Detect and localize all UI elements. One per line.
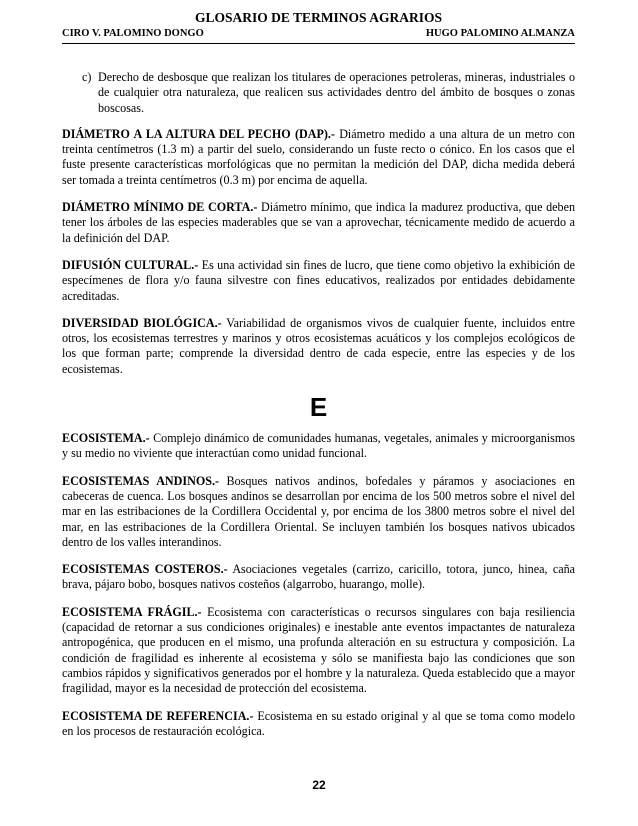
- glossary-entry: [62, 474, 575, 550]
- glossary-term: DIÁMETRO A LA ALTURA DEL PECHO (DAP).-: [62, 126, 335, 141]
- glossary-term: ECOSISTEMAS ANDINOS.-: [62, 473, 220, 488]
- document-title: GLOSARIO DE TERMINOS AGRARIOS: [195, 10, 442, 25]
- section-letter-heading: E: [309, 392, 328, 423]
- page-number: 22: [312, 778, 326, 792]
- author-left: CIRO V. PALOMINO DONGO: [62, 28, 204, 39]
- glossary-entry: [62, 562, 575, 593]
- glossary-term: DIÁMETRO MÍNIMO DE CORTA.-: [62, 200, 258, 215]
- glossary-term: ECOSISTEMA.-: [62, 431, 150, 446]
- glossary-entry: [62, 709, 575, 740]
- glossary-entry: [62, 258, 575, 304]
- glossary-definition: Diámetro mínimo, que indica la madurez productiva, que deben tener los árboles de las especies maderables que se van a aprovechar, técnicamente medido de acuerdo a la definición del DAP.: [62, 200, 575, 245]
- glossary-entry: [62, 200, 575, 246]
- glossary-term: DIFUSIÓN CULTURAL.-: [62, 257, 199, 272]
- list-item-label: c): [82, 70, 92, 84]
- glossary-definition: Diámetro medido a una altura de un metro con treinta centímetros (1.3 m) a partir del suelo, considerando un fuste recto o cónico. En los casos que el fuste presente características morfológicas que no permitan la medición del DAP, dicha medida deberá ser tomada a treinta centímetros (0.3 m) por encima de aquella.: [62, 126, 575, 187]
- glossary-term: DIVERSIDAD BIOLÓGICA.-: [62, 315, 222, 330]
- glossary-term: ECOSISTEMA FRÁGIL.-: [62, 604, 202, 619]
- glossary-entry: [62, 127, 575, 188]
- glossary-entry: [62, 316, 575, 377]
- glossary-term: ECOSISTEMAS COSTEROS.-: [62, 562, 228, 577]
- glossary-definition: Ecosistema con características o recursos singulares con baja resiliencia (capacidad de retornar a sus condiciones originales) e inestable ante eventos impactantes de naturaleza antropogénica, que producen en el mismo, una profunda alteración en su estructura y composición. La condición de fragilidad es inherente al ecosistema y sólo se manifiesta bajo las condiciones que son cambios rápidos y significativos generados por el hombre y la naturaleza. Queda establecido que a mayor fragilidad, mayor es la necesidad de protección del ecosistema.: [62, 604, 575, 696]
- list-item-text: Derecho de desbosque que realizan los titulares de operaciones petroleras, mineras, industriales o de cualquier otra naturaleza, que realicen sus actividades dentro del ámbito de bosques o zonas boscosas.: [98, 70, 575, 115]
- glossary-definition: Asociaciones vegetales (carrizo, caricillo, totora, junco, hinea, caña brava, pájaro bobo, bosques nativos costeños (algarrobo, huarango, molle).: [62, 562, 575, 592]
- glossary-definition: Variabilidad de organismos vivos de cualquier fuente, incluidos entre otros, los ecosistemas terrestres y marinos y otros ecosistemas acuáticos y los complejos ecológicos de los que forman parte; comprende la diversidad dentro de cada especie, entre las especies y de los ecosistemas.: [62, 315, 575, 376]
- author-right: HUGO PALOMINO ALMANZA: [425, 28, 575, 39]
- glossary-term: ECOSISTEMA DE REFERENCIA.-: [62, 708, 254, 723]
- header-authors-row: [62, 27, 575, 44]
- glossary-definition: Bosques nativos andinos, bofedales y páramos y asociaciones en cabeceras de cuenca. Los bosques andinos se desarrollan por encima de los 500 metros sobre el nivel del mar en las estribaciones de la Cordillera Occidental y, por encima de los 3800 metros sobre el nivel del mar, en las estribaciones de la Cordillera Oriental. Se incluyen también los bosques nativos ubicados dentro de los valles interandinos.: [62, 473, 575, 549]
- list-item: [82, 70, 575, 116]
- glossary-definition: Es una actividad sin fines de lucro, que tiene como objetivo la exhibición de especímenes de flora y/o fauna silvestre con fines educativos, realizados por entidades debidamente acreditadas.: [62, 257, 576, 303]
- page-header: [62, 9, 575, 44]
- glossary-entry: [62, 605, 575, 697]
- glossary-entry: [62, 431, 575, 462]
- glossary-definition: Ecosistema en su estado original y al que se toma como modelo en los procesos de restauración ecológica.: [62, 708, 575, 738]
- glossary-definition: Complejo dinámico de comunidades humanas, vegetales, animales y microorganismos y su medio no viviente que interactúan como unidad funcional.: [62, 431, 575, 461]
- page-content: [62, 70, 575, 751]
